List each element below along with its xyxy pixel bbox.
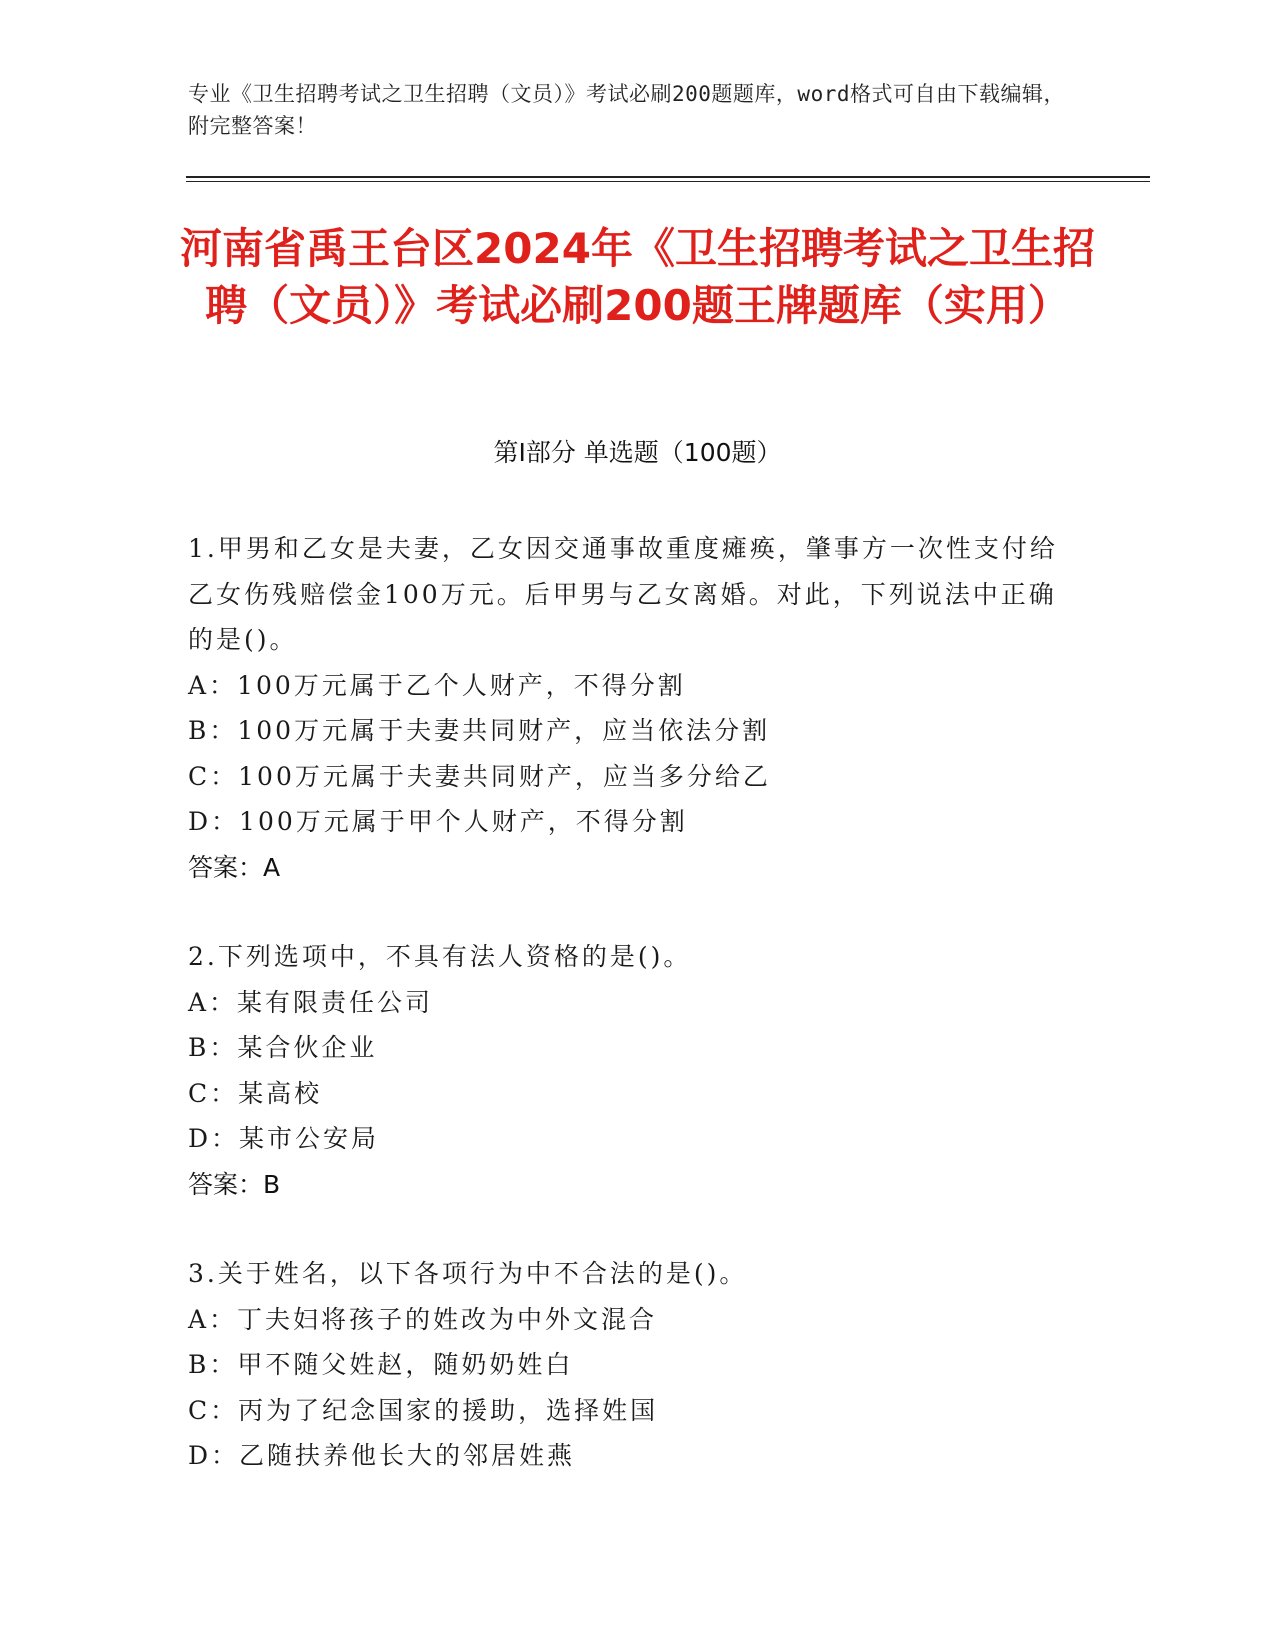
option-b: B：甲不随父姓赵，随奶奶姓白	[188, 1350, 574, 1379]
header-divider-thin	[186, 181, 1150, 182]
option-d: D：乙随扶养他长大的邻居姓燕	[188, 1441, 576, 1470]
option-a: A：某有限责任公司	[188, 987, 434, 1017]
header-divider	[186, 176, 1150, 178]
option-c: C：某高校	[188, 1078, 323, 1108]
question-list	[188, 526, 1068, 1523]
option-d: D：100万元属于甲个人财产，不得分割	[188, 807, 688, 836]
answer: 答案：B	[188, 1169, 281, 1199]
question-3	[188, 1251, 1068, 1479]
section-title: 第I部分 单选题（100题）	[493, 438, 782, 467]
question-1	[188, 526, 1068, 890]
option-b: B：100万元属于夫妻共同财产，应当依法分割	[188, 716, 771, 745]
option-c: C：100万元属于夫妻共同财产，应当多分给乙	[188, 761, 771, 791]
question-stem: 1.甲男和乙女是夫妻，乙女因交通事故重度瘫痪，肇事方一次性支付给乙女伤残赔偿金100万元。后甲男与乙女离婚。对此，下列说法中正确的是()。	[188, 534, 1058, 654]
option-b: B：某合伙企业	[188, 1033, 378, 1062]
option-c: C：丙为了纪念国家的援助，选择姓国	[188, 1395, 659, 1425]
question-2	[188, 934, 1068, 1207]
header-note: 专业《卫生招聘考试之卫生招聘（文员）》考试必刷200题题库，word格式可自由下载编辑，附完整答案！	[188, 82, 1065, 138]
question-stem: 2.下列选项中，不具有法人资格的是()。	[188, 942, 692, 971]
answer: 答案：A	[188, 852, 281, 882]
document-title: 河南省禹王台区2024年《卫生招聘考试之卫生招聘（文员）》考试必刷200题王牌题库（实用）	[180, 224, 1095, 330]
option-a: A：100万元属于乙个人财产，不得分割	[188, 670, 686, 700]
question-stem: 3.关于姓名，以下各项行为中不合法的是()。	[188, 1259, 748, 1288]
option-a: A：丁夫妇将孩子的姓改为中外文混合	[188, 1304, 658, 1334]
option-d: D：某市公安局	[188, 1124, 380, 1153]
